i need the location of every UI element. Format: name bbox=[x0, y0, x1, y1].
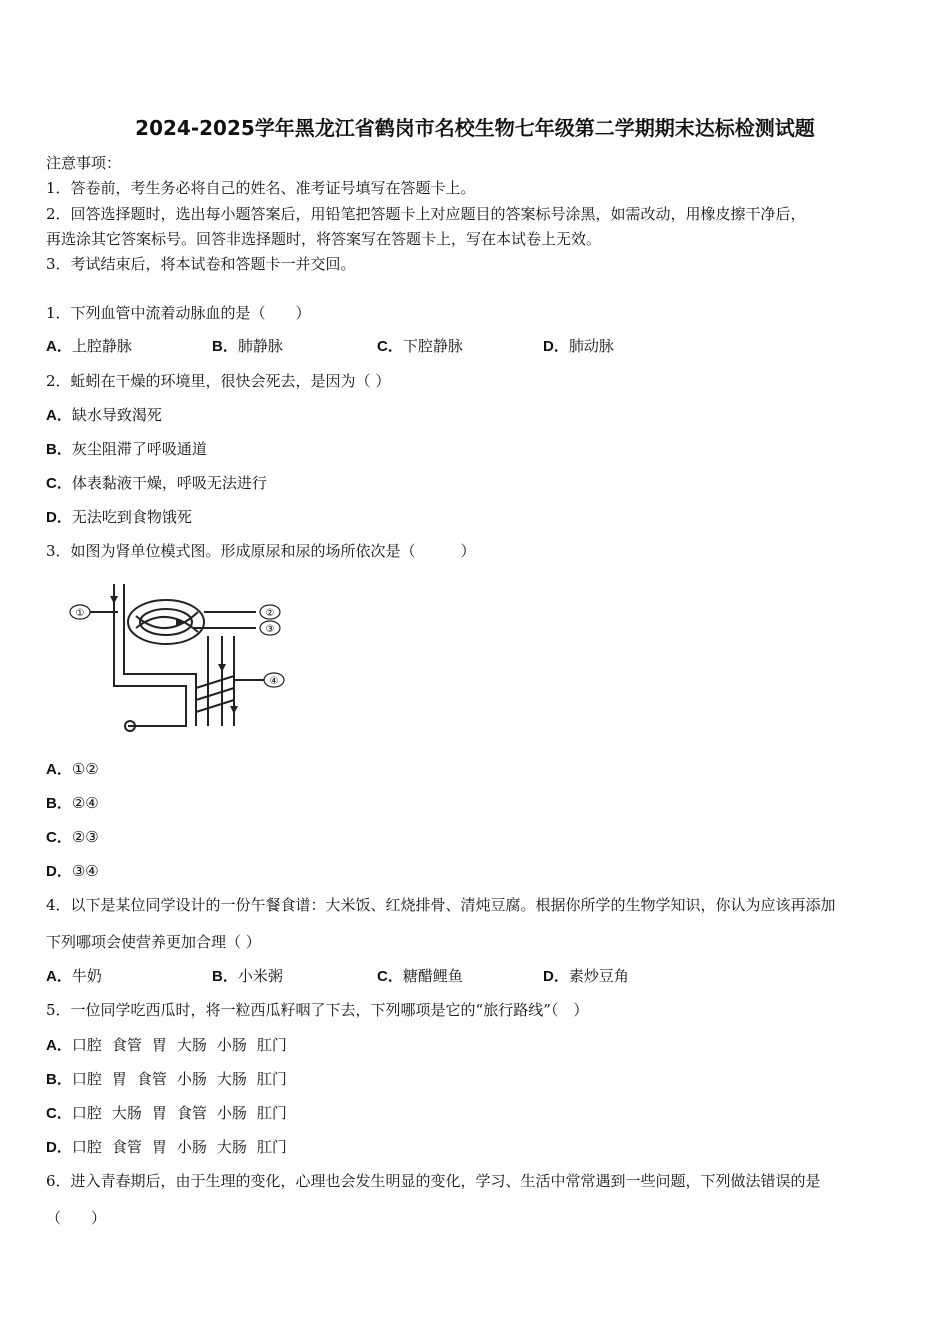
question-6-stem-cont: （ ） bbox=[46, 1209, 107, 1227]
q1-option-a: A．上腔静脉 bbox=[46, 337, 132, 355]
q3-option-d: D．③④ bbox=[46, 862, 99, 880]
q5-option-d: D．口腔 食管 胃 小肠 大肠 肛门 bbox=[46, 1138, 287, 1156]
q2-option-a: A．缺水导致渴死 bbox=[46, 406, 162, 424]
q1-option-d: D．肺动脉 bbox=[543, 337, 614, 355]
question-4-stem: 4．以下是某位同学设计的一份午餐食谱：大米饭、红烧排骨、清炖豆腐。根据你所学的生物学知识，你认为应该再添加 bbox=[46, 896, 836, 914]
q4-option-b: B．小米粥 bbox=[212, 967, 283, 985]
q5-option-c: C．口腔 大肠 胃 食管 小肠 肛门 bbox=[46, 1104, 287, 1122]
page-title: 2024-2025学年黑龙江省鹤岗市名校生物七年级第二学期期末达标检测试题 bbox=[135, 116, 815, 140]
question-2-stem: 2．蚯蚓在干燥的环境里，很快会死去，是因为（ ） bbox=[46, 372, 391, 390]
notice-item: 2．回答选择题时，选出每小题答案后，用铅笔把答题卡上对应题目的答案标号涂黑，如需改动，用橡皮擦干净后， bbox=[46, 205, 806, 223]
notice-item: 3．考试结束后，将本试卷和答题卡一并交回。 bbox=[46, 255, 356, 273]
q3-option-a: A．①② bbox=[46, 760, 99, 778]
q2-option-d: D．无法吃到食物饿死 bbox=[46, 508, 192, 526]
q5-option-a: A．口腔 食管 胃 大肠 小肠 肛门 bbox=[46, 1036, 287, 1054]
question-6-stem: 6．进入青春期后，由于生理的变化，心理也会发生明显的变化，学习、生活中常常遇到一些问题，下列做法错误的是 bbox=[46, 1172, 821, 1190]
q1-option-b: B．肺静脉 bbox=[212, 337, 283, 355]
q2-option-c: C．体表黏液干燥，呼吸无法进行 bbox=[46, 474, 267, 492]
diagram-label-1: ① bbox=[75, 608, 85, 619]
notice-item: 再选涂其它答案标号。回答非选择题时，将答案写在答题卡上，写在本试卷上无效。 bbox=[46, 230, 602, 248]
question-1-stem: 1．下列血管中流着动脉血的是（ ） bbox=[46, 304, 311, 322]
notice-heading: 注意事项： bbox=[46, 154, 122, 172]
diagram-label-3: ③ bbox=[265, 624, 275, 635]
q4-option-c: C．糖醋鲤鱼 bbox=[377, 967, 463, 985]
question-4-stem-cont: 下列哪项会使营养更加合理（ ） bbox=[46, 933, 261, 951]
q5-option-b: B．口腔 胃 食管 小肠 大肠 肛门 bbox=[46, 1070, 287, 1088]
notice-item: 1．答卷前，考生务必将自己的姓名、准考证号填写在答题卡上。 bbox=[46, 179, 476, 197]
question-3-stem: 3．如图为肾单位模式图。形成原尿和尿的场所依次是（ ） bbox=[46, 542, 476, 560]
q1-option-c: C．下腔静脉 bbox=[377, 337, 463, 355]
diagram-label-4: ④ bbox=[269, 676, 279, 687]
q4-option-d: D．素炒豆角 bbox=[543, 967, 629, 985]
q3-option-b: B．②④ bbox=[46, 794, 99, 812]
question-5-stem: 5．一位同学吃西瓜时，将一粒西瓜籽咽了下去，下列哪项是它的“旅行路线”（ ） bbox=[46, 1001, 589, 1019]
q2-option-b: B．灰尘阻滞了呼吸通道 bbox=[46, 440, 207, 458]
q4-option-a: A．牛奶 bbox=[46, 967, 102, 985]
diagram-label-2: ② bbox=[265, 608, 275, 619]
nephron-diagram bbox=[66, 576, 291, 736]
q3-option-c: C．②③ bbox=[46, 828, 99, 846]
